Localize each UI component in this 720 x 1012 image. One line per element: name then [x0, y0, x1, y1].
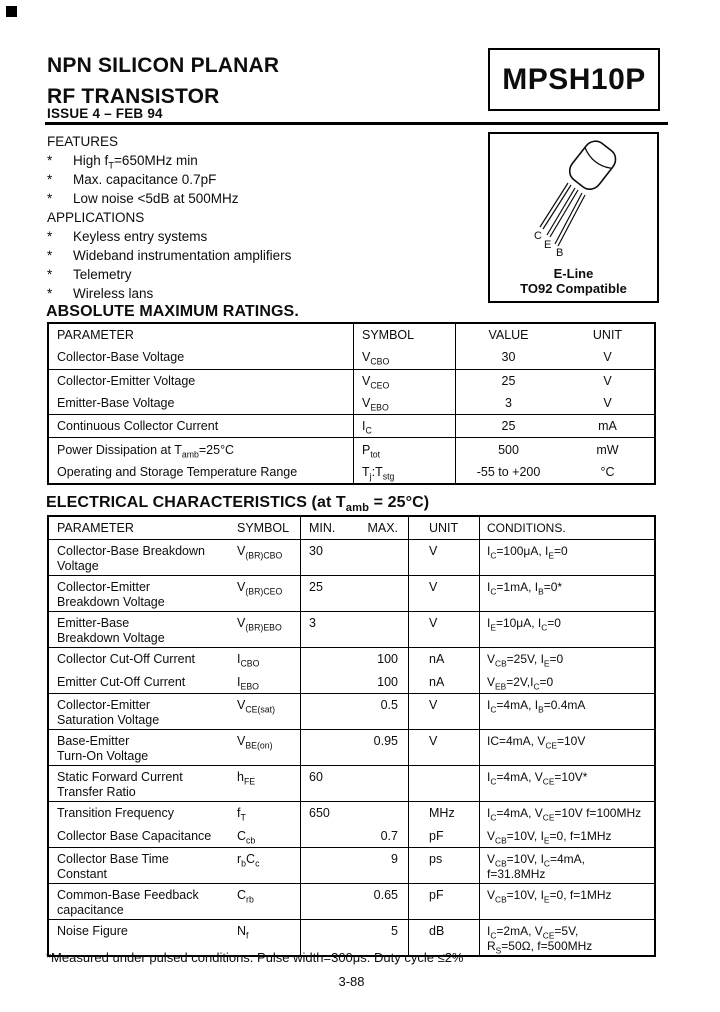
symbol-cell: $V_{BE(on)}$ — [237, 734, 273, 751]
unit-cell: nA — [429, 674, 445, 689]
part-number: MPSH10P — [502, 62, 646, 96]
table-row — [49, 766, 654, 801]
symbol-cell: $V_{EBO}$ — [354, 392, 456, 414]
parameter-cell: Collector-Emitter Voltage — [49, 370, 354, 392]
parameter-cell: Collector-Emitter Breakdown Voltage — [57, 580, 165, 609]
unit-cell: mW — [596, 442, 619, 457]
max-cell: 0.95 — [373, 734, 398, 748]
table-group — [49, 438, 654, 483]
application-item-text: Keyless entry systems — [73, 229, 208, 244]
symbol-cell: $T_j:T_{stg}$ — [354, 461, 456, 483]
part-number-box — [488, 48, 660, 111]
max-cell: 0.5 — [380, 698, 398, 712]
symbol-cell: $r_bC_c$ — [237, 852, 260, 869]
conditions-cell: $V_{CB}=10V$, $I_E=0$, f=1MHz — [487, 888, 612, 905]
table-group — [49, 884, 654, 920]
feature-item-text: High $f_T=650MHz$ min — [73, 153, 198, 172]
table-row — [49, 730, 654, 765]
column-header-unit: UNIT — [409, 517, 480, 539]
symbol-cell: $P_{tot}$ — [354, 438, 456, 460]
table-group — [49, 370, 654, 416]
application-item — [47, 284, 477, 303]
pin-label-c: C — [534, 230, 542, 242]
table-group — [49, 517, 654, 540]
page-number: 3-88 — [338, 974, 365, 989]
bullet-marker: * — [47, 248, 53, 263]
conditions-cell: $I_C=100\mu A$, $I_E=0$ — [487, 544, 568, 561]
conditions-cell: $V_{EB}=2V,I_C=0$ — [487, 674, 554, 691]
parameter-cell: Noise Figure — [57, 924, 128, 938]
column-header-value: VALUE — [488, 328, 529, 343]
symbol-cell: $I_{EBO}$ — [237, 674, 259, 691]
conditions-cell: $V_{CB}=25V$, $I_E=0$ — [487, 652, 564, 669]
symbol-cell: $I_C$ — [354, 415, 456, 437]
application-item — [47, 246, 477, 265]
table-row — [49, 612, 654, 647]
application-item — [47, 227, 477, 246]
max-cell: 5 — [391, 924, 398, 938]
unit-cell: V — [429, 616, 438, 630]
symbol-cell: $f_T$ — [237, 806, 246, 823]
bullet-marker: * — [47, 191, 53, 206]
conditions-cell: $I_E=10\mu A$, $I_C=0$ — [487, 616, 561, 633]
unit-cell: V — [603, 350, 612, 365]
pin-label-b: B — [556, 247, 564, 259]
feature-item — [47, 189, 477, 208]
symbol-cell: $V_{(BR)EBO}$ — [237, 616, 282, 633]
table-row — [49, 825, 654, 848]
symbol-cell: $V_{CE(sat)}$ — [237, 698, 275, 715]
min-cell: 30 — [309, 544, 323, 558]
value-cell: 25 — [501, 373, 516, 388]
value-cell: -55 to +200 — [476, 464, 541, 479]
feature-item-text: Max. capacitance 0.7pF — [73, 172, 217, 187]
min-cell: 650 — [309, 806, 330, 820]
unit-cell: ps — [429, 852, 443, 866]
table-group — [49, 612, 654, 648]
table-row — [49, 802, 654, 825]
package-box — [488, 132, 659, 303]
symbol-cell: $V_{CEO}$ — [354, 370, 456, 392]
table-row — [49, 848, 654, 883]
parameter-cell: Collector-Base Voltage — [49, 346, 354, 368]
min-cell: 25 — [309, 580, 323, 594]
min-cell: 60 — [309, 770, 323, 784]
table-row — [49, 671, 654, 694]
bullet-marker: * — [47, 229, 53, 244]
value-cell: 500 — [498, 442, 519, 457]
value-cell: 30 — [501, 350, 516, 365]
column-header-unit: UNIT — [592, 328, 623, 343]
parameter-cell: Base-Emitter Turn-On Voltage — [57, 734, 149, 763]
value-cell: 3 — [505, 396, 512, 411]
conditions-cell: $I_C=4mA$, $I_B=0.4mA$ — [487, 698, 586, 715]
column-header-min: MIN. — [309, 520, 336, 535]
table-row — [49, 392, 654, 414]
horizontal-rule — [45, 122, 668, 125]
table-group — [49, 540, 654, 576]
table-row — [49, 415, 654, 437]
column-header-symbol: SYMBOL — [354, 324, 456, 346]
unit-cell: °C — [600, 464, 615, 479]
ec-table — [47, 515, 656, 957]
max-cell: 0.7 — [380, 828, 398, 843]
application-item — [47, 265, 477, 284]
table-group — [49, 415, 654, 438]
symbol-cell: $V_{(BR)CEO}$ — [237, 580, 283, 597]
conditions-cell: $I_C=1mA$, $I_B=0*$ — [487, 580, 563, 597]
conditions-cell: $I_C=4mA$, $V_{CE}=10V*$ — [487, 770, 588, 787]
issue-line: ISSUE 4 – FEB 94 — [47, 106, 163, 121]
symbol-cell: $h_{FE}$ — [237, 770, 256, 787]
bullet-marker: * — [47, 267, 53, 282]
transistor-leads — [540, 183, 585, 246]
table-group — [49, 648, 654, 694]
unit-cell: nA — [429, 652, 445, 666]
parameter-cell: Emitter-Base Voltage — [49, 392, 354, 414]
parameter-cell: Collector Cut-Off Current — [57, 652, 196, 666]
package-caption-line1: E-Line — [553, 266, 594, 281]
symbol-cell: $V_{CBO}$ — [354, 346, 456, 368]
conditions-cell: $I_C=2mA$, $V_{CE}=5V$, $R_S=50\Omega$, f=500MHz — [487, 924, 593, 955]
unit-cell: V — [429, 734, 438, 748]
table-group — [49, 848, 654, 884]
applications-heading: APPLICATIONS — [47, 210, 145, 225]
unit-cell: MHz — [429, 806, 455, 820]
conditions-cell: $V_{CB}=10V$, $I_E=0$, f=1MHz — [487, 828, 612, 845]
column-header-parameter: PARAMETER — [49, 324, 354, 346]
package-caption — [490, 266, 657, 296]
max-cell: 0.65 — [373, 888, 398, 902]
package-caption-line2: TO92 Compatible — [520, 281, 627, 296]
conditions-cell: IC=4mA, $V_{CE}=10V$ — [487, 734, 586, 751]
bullet-marker: * — [47, 153, 53, 168]
parameter-cell: Collector-Emitter Saturation Voltage — [57, 698, 160, 727]
unit-cell: pF — [429, 888, 444, 902]
max-cell: 9 — [391, 852, 398, 866]
features-applications — [47, 132, 477, 303]
table-row — [49, 461, 654, 483]
ec-header-row — [49, 517, 654, 539]
parameter-cell: Power Dissipation at $T_{amb}=25^\circ C$ — [49, 438, 354, 460]
doc-title-line1: NPN SILICON PLANAR — [47, 54, 280, 77]
table-row — [49, 884, 654, 919]
parameter-cell: Static Forward Current Transfer Ratio — [57, 770, 183, 799]
column-header-symbol: SYMBOL — [237, 520, 290, 535]
bullet-marker: * — [47, 286, 53, 301]
symbol-cell: $N_f$ — [237, 924, 249, 941]
unit-cell: V — [429, 580, 438, 594]
table-row — [49, 438, 654, 460]
amr-header-row — [49, 324, 654, 346]
table-group — [49, 694, 654, 730]
unit-cell: V — [603, 373, 612, 388]
unit-cell: V — [429, 698, 438, 712]
conditions-cell: $V_{CB}=10V$, $I_C=4mA$, f=31.8MHz — [487, 852, 585, 881]
feature-item — [47, 151, 477, 170]
table-row — [49, 694, 654, 729]
table-group — [49, 324, 654, 370]
scan-corner-mark — [6, 6, 17, 17]
parameter-cell: Emitter-Base Breakdown Voltage — [57, 616, 165, 645]
min-cell: 3 — [309, 616, 316, 630]
table-row — [49, 346, 654, 368]
unit-cell: dB — [429, 924, 445, 938]
table-group — [49, 766, 654, 802]
doc-title — [47, 50, 279, 112]
ec-heading: ELECTRICAL CHARACTERISTICS (at $T_{amb} = 25^\circ C$) — [46, 494, 430, 515]
parameter-cell: Common-Base Feedback capacitance — [57, 888, 199, 917]
table-row — [49, 576, 654, 611]
application-item-text: Wideband instrumentation amplifiers — [73, 248, 292, 263]
amr-heading: ABSOLUTE MAXIMUM RATINGS. — [46, 303, 299, 320]
column-headers-min-max — [301, 517, 409, 539]
table-group — [49, 730, 654, 766]
table-row — [49, 370, 654, 392]
column-header-conditions: CONDITIONS. — [487, 520, 566, 535]
symbol-cell: $I_{CBO}$ — [237, 652, 260, 669]
table-row — [49, 648, 654, 671]
transistor-body — [565, 137, 620, 194]
parameter-cell: Transition Frequency — [57, 806, 174, 820]
table-group — [49, 576, 654, 612]
feature-item-text: Low noise <5dB at 500MHz — [73, 191, 239, 206]
parameter-cell: Continuous Collector Current — [49, 415, 354, 437]
max-cell: 100 — [377, 652, 398, 666]
unit-cell: V — [429, 544, 438, 558]
footnote: *Measured under pulsed conditions. Pulse width=300μs. Duty cycle ≤2% — [46, 950, 464, 965]
symbol-cell: $C_{rb}$ — [237, 888, 254, 905]
unit-cell: pF — [429, 828, 444, 843]
table-group — [49, 802, 654, 848]
symbol-cell: $C_{cb}$ — [237, 828, 256, 845]
parameter-cell: Collector Base Time Constant — [57, 852, 169, 881]
doc-title-line2: RF TRANSISTOR — [47, 85, 220, 108]
conditions-cell: $I_C=4mA$, $V_{CE}=10V$ f=100MHz — [487, 806, 642, 823]
value-cell: 25 — [501, 419, 516, 434]
parameter-cell: Collector Base Capacitance — [57, 828, 212, 843]
application-item-text: Wireless lans — [73, 286, 154, 301]
amr-table — [47, 322, 656, 485]
parameter-cell: Operating and Storage Temperature Range — [49, 461, 354, 483]
parameter-cell: Emitter Cut-Off Current — [57, 674, 186, 689]
parameter-cell: Collector-Base Breakdown Voltage — [57, 544, 205, 573]
features-heading: FEATURES — [47, 134, 119, 149]
max-cell: 100 — [377, 674, 398, 689]
pin-label-e: E — [544, 239, 552, 251]
symbol-cell: $V_{(BR)CBO}$ — [237, 544, 283, 561]
unit-cell: V — [603, 396, 612, 411]
feature-item — [47, 170, 477, 189]
bullet-marker: * — [47, 172, 53, 187]
column-headers-param-symbol — [49, 517, 301, 539]
column-header-parameter: PARAMETER — [57, 520, 134, 535]
application-item-text: Telemetry — [73, 267, 132, 282]
column-header-max: MAX. — [367, 520, 398, 535]
table-row — [49, 540, 654, 575]
unit-cell: mA — [598, 419, 617, 434]
